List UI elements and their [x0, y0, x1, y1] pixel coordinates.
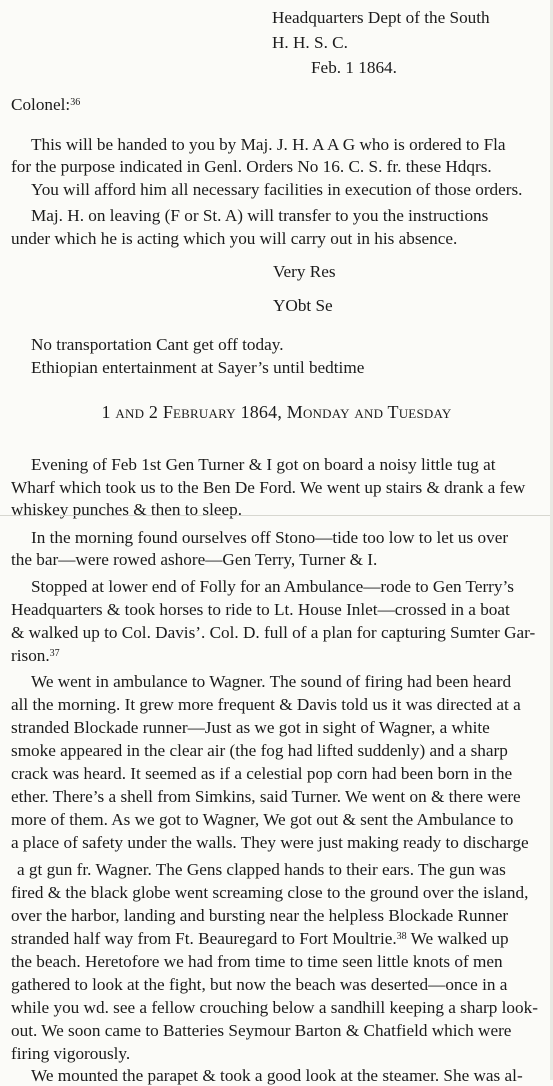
entry-line: out. We soon came to Batteries Seymour Barton & Chatfield which were [11, 1021, 512, 1040]
entry-line: while you wd. see a fellow crouching below a sandhill keeping a sharp look- [11, 998, 538, 1017]
entry-line: firing vigorously. [11, 1044, 131, 1063]
letter-postscript-line: Ethiopian entertainment at Sayer’s until bedtime [31, 358, 365, 377]
letter-closing: Very Res [273, 262, 336, 281]
letter-body-line: You will afford him all necessary facilities in execution of those orders. [31, 180, 523, 199]
entry-line: whiskey punches & then to sleep. [11, 500, 243, 519]
page-crease-divider [0, 515, 553, 516]
entry-line: We went in ambulance to Wagner. The sound of firing had been heard [31, 672, 512, 691]
entry-line: gathered to look at the fight, but now the beach was deserted—once in a [11, 975, 508, 994]
entry-line: rison.$^{37}$ [11, 646, 60, 665]
footnote-marker: 37 [49, 648, 60, 659]
footnote-marker: 38 [396, 931, 407, 942]
letter-header-line: H. H. S. C. [272, 33, 348, 52]
letter-closing: YObt Se [273, 296, 333, 315]
entry-line: stranded Blockade runner—Just as we got in sight of Wagner, a white [11, 718, 490, 737]
letter-header-date: Feb. 1 1864. [311, 58, 397, 77]
entry-line: Wharf which took us to the Ben De Ford. We went up stairs & drank a few [11, 478, 526, 497]
entry-line: more of them. As we got to Wagner, We got out & sent the Ambulance to [11, 810, 514, 829]
letter-body-line: Maj. H. on leaving (F or St. A) will transfer to you the instructions [31, 206, 489, 225]
letter-body-line: This will be handed to you by Maj. J. H. A A G who is ordered to Fla [31, 135, 506, 154]
entry-line: Evening of Feb 1st Gen Turner & I got on board a noisy little tug at [31, 455, 496, 474]
entry-line: the bar—were rowed ashore—Gen Terry, Turner & I. [11, 550, 378, 569]
entry-line: stranded half way from Ft. Beauregard to Fort Moultrie.$^{38}$ We walked up [11, 929, 509, 948]
entry-date-heading: 1 and 2 February 1864, Monday and Tuesday [101, 402, 452, 422]
entry-line: a place of safety under the walls. They were just making ready to discharge [11, 833, 529, 852]
entry-line: over the harbor, landing and bursting near the helpless Blockade Runner [11, 906, 509, 925]
letter-body-line: for the purpose indicated in Genl. Orders No 16. C. S. fr. these Hdqrs. [11, 157, 492, 176]
letter-body-line: under which he is acting which you will carry out in his absence. [11, 229, 458, 248]
entry-line: crack was heard. It seemed as if a celestial pop corn had been born in the [11, 764, 513, 783]
entry-line: all the morning. It grew more frequent & Davis told us it was directed at a [11, 695, 521, 714]
entry-line: a gt gun fr. Wagner. The Gens clapped hands to their ears. The gun was [17, 860, 506, 879]
entry-line: Stopped at lower end of Folly for an Ambulance—rode to Gen Terry’s [31, 577, 514, 596]
letter-salutation: Colonel:$^{36}$ [11, 95, 81, 114]
entry-line: the beach. Heretofore we had from time to time seen little knots of men [11, 952, 503, 971]
footnote-marker: 36 [70, 97, 81, 108]
entry-line: In the morning found ourselves off Stono—tide too low to let us over [31, 528, 509, 547]
entry-line: smoke appeared in the clear air (the fog had lifted suddenly) and a sharp [11, 741, 508, 760]
entry-line: Headquarters & took horses to ride to Lt. House Inlet—crossed in a boat [11, 600, 510, 619]
letter-header-line: Headquarters Dept of the South [272, 8, 490, 27]
entry-line: ether. There’s a shell from Simkins, said Turner. We went on & there were [11, 787, 521, 806]
entry-line: & walked up to Col. Davis’. Col. D. full of a plan for capturing Sumter Gar- [11, 623, 536, 642]
entry-line: fired & the black globe went screaming close to the ground over the island, [11, 883, 529, 902]
letter-postscript-line: No transportation Cant get off today. [31, 335, 284, 354]
entry-line: We mounted the parapet & took a good look at the steamer. She was al- [31, 1066, 523, 1085]
